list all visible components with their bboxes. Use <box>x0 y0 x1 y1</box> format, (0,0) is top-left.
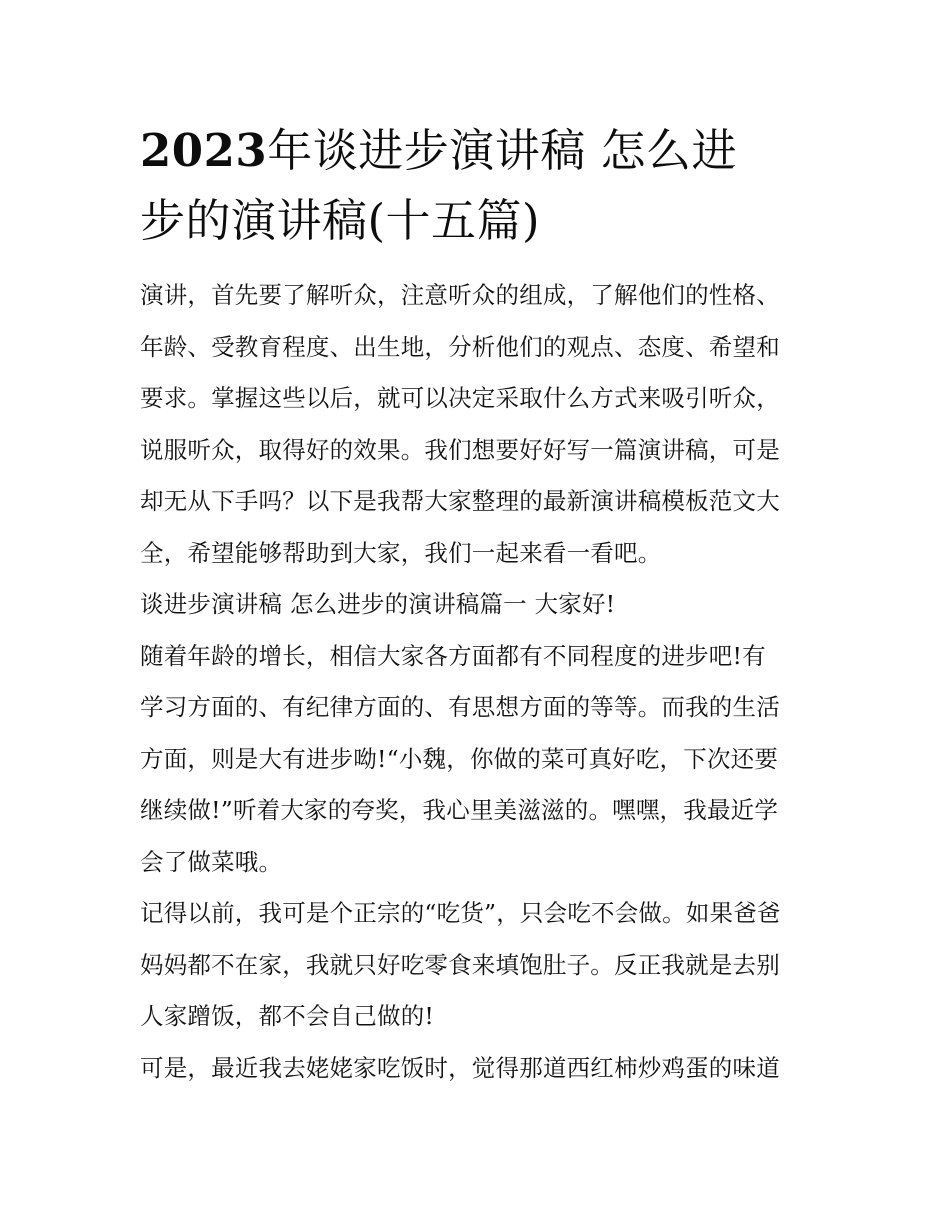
body-paragraph: 记得以前，我可是个正宗的“吃货”，只会吃不会做。如果爸爸 妈妈都不在家，我就只好吃零食来填饱肚子。反正我就是去别 人家蹭饭，都不会自己做的! <box>140 899 781 1030</box>
document-title <box>140 116 820 256</box>
title-year: 2023 <box>140 124 268 177</box>
section-heading: 谈进步演讲稿 怎么进步的演讲稿篇一 大家好! <box>140 590 616 618</box>
intro-paragraph: 演讲，首先要了解听众，注意听众的组成，了解他们的性格、 年龄、受教育程度、出生地，分析他们的观点、态度、希望和 要求。掌握这些以后，就可以决定采取什么方式来吸引听众， 说服听众，取得好的效果。我们想要好好写一篇演讲稿，可是 却无从下手吗？以下是我帮大家整理的最新演讲稿模板范文大 全，希望能够帮助到大家，我们一起来看一看吧。 <box>140 281 780 567</box>
title-text: 年谈进步演讲稿 怎么进 步的演讲稿(十五篇) <box>140 124 738 247</box>
document-body <box>140 116 820 1094</box>
body-paragraph: 随着年龄的增长，相信大家各方面都有不同程度的进步吧!有 学习方面的、有纪律方面的、有思想方面的等等。而我的生活 方面，则是大有进步呦!“小魏，你做的菜可真好吃，下次还要 继续做!”听着大家的夸奖，我心里美滋滋的。嘿嘿，我最近学 会了做菜哦。 <box>140 641 780 876</box>
body-paragraph: 可是，最近我去姥姥家吃饭时，觉得那道西红柿炒鸡蛋的味道 <box>140 1053 780 1082</box>
